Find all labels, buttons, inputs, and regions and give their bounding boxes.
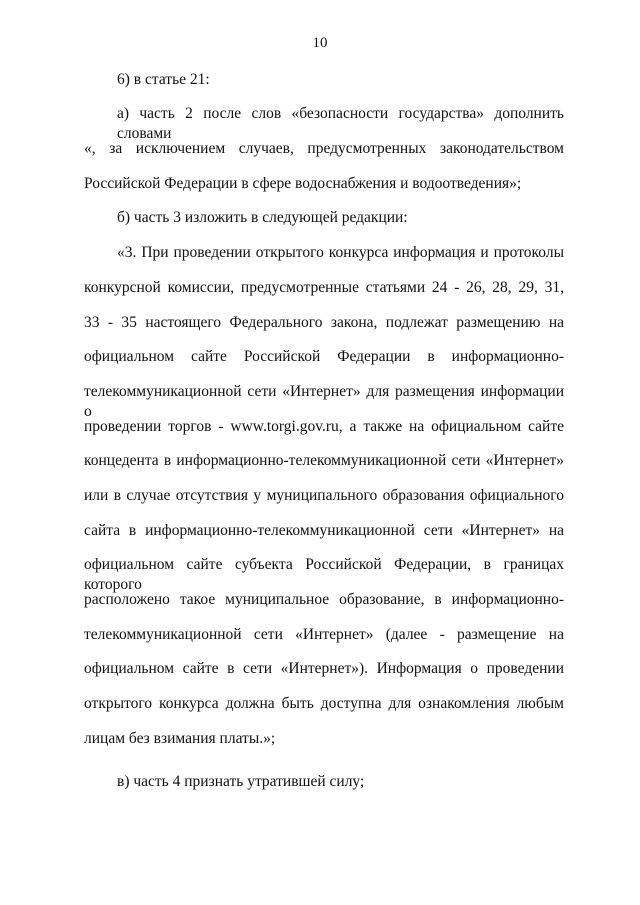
quote-line-6: проведении торгов - www.torgi.gov.ru, а также на официальном сайте <box>84 418 564 435</box>
paragraph-a-line-3: Российской Федерации в сфере водоснабжения и водоотведения»; <box>84 175 522 192</box>
quote-line-15: лицам без взимания платы.»; <box>84 730 276 747</box>
quote-line-12: телекоммуникационной сети «Интернет» (далее - размещение на <box>84 626 564 643</box>
quote-line-5: телекоммуникационной сети «Интернет» для размещения информации о <box>84 383 564 420</box>
paragraph-a-line-2: «, за исключением случаев, предусмотренных законодательством <box>84 140 564 157</box>
paragraph-v-line-1: в) часть 4 признать утратившей силу; <box>117 773 365 790</box>
paragraph-a-line-1: а) часть 2 после слов «безопасности государства» дополнить словами <box>117 105 564 142</box>
quote-line-4: официальном сайте Российской Федерации в информационно- <box>84 348 564 365</box>
quote-line-3: 33 - 35 настоящего Федерального закона, подлежат размещению на <box>84 314 564 331</box>
paragraph-b-line-1: б) часть 3 изложить в следующей редакции: <box>117 209 408 226</box>
quote-line-1: «3. При проведении открытого конкурса информация и протоколы <box>117 244 564 261</box>
quote-line-9: сайта в информационно-телекоммуникационной сети «Интернет» на <box>84 522 564 539</box>
quote-line-8: или в случае отсутствия у муниципального образования официального <box>84 487 564 504</box>
quote-line-11: расположено такое муниципальное образование, в информационно- <box>84 591 564 608</box>
quote-line-14: открытого конкурса должна быть доступна для ознакомления любым <box>84 695 564 712</box>
item-heading-6: 6) в статье 21: <box>117 71 210 88</box>
page-number: 10 <box>312 35 328 51</box>
quote-line-7: концедента в информационно-телекоммуникационной сети «Интернет» <box>84 452 564 469</box>
quote-line-10: официальном сайте субъекта Российской Федерации, в границах которого <box>84 556 564 593</box>
quote-line-13: официальном сайте в сети «Интернет»). Информация о проведении <box>84 660 564 677</box>
quote-line-2: конкурсной комиссии, предусмотренные статьями 24 - 26, 28, 29, 31, <box>84 279 564 296</box>
